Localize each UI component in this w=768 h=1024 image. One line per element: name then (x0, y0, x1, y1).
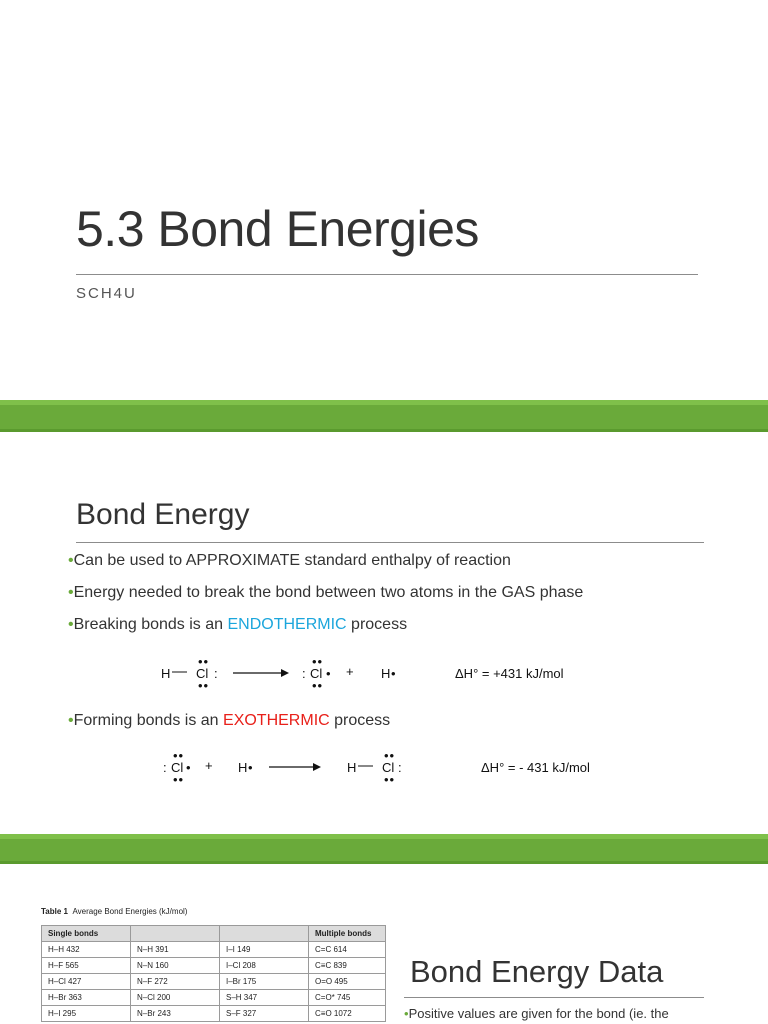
table-row: H–F 565 N–N 160 I–Cl 208 C≡C 839 (42, 958, 386, 974)
table-caption: Table 1 Average Bond Energies (kJ/mol) (41, 907, 188, 916)
table-header-row: Single bonds Multiple bonds (42, 926, 386, 942)
endothermic-keyword: ENDOTHERMIC (227, 616, 347, 633)
slide-separator (0, 834, 768, 864)
exothermic-keyword: EXOTHERMIC (223, 712, 330, 729)
reaction-arrow-icon (269, 762, 321, 772)
slide-title: 5.3 Bond Energies (76, 201, 479, 257)
bond-energy-slide (0, 432, 768, 834)
bond-energy-table (41, 925, 386, 1022)
bullet-icon: • (68, 552, 74, 569)
table-row: H–Br 363 N–Cl 200 S–H 347 C=O* 745 (42, 990, 386, 1006)
bullet-item: •Forming bonds is an EXOTHERMIC process (68, 712, 391, 729)
bullet-icon: • (68, 712, 74, 729)
enthalpy-value: ΔH° = +431 kJ/mol (455, 666, 564, 681)
slide-title: Bond Energy Data (410, 954, 664, 989)
bond-forming-equation: : Cl •• •• • + H • H — Cl •• •• : ΔH° = - 431 kJ/mol (163, 748, 590, 787)
slide-subtitle: SCH4U (76, 285, 137, 302)
bullet-item: •Can be used to APPROXIMATE standard enthalpy of reaction (68, 552, 511, 569)
bullet-item: •Breaking bonds is an ENDOTHERMIC process (68, 616, 408, 633)
bullet-icon: • (68, 584, 74, 601)
reaction-arrow-icon (233, 668, 289, 678)
title-divider (76, 542, 704, 543)
slide-separator (0, 400, 768, 432)
enthalpy-value: ΔH° = - 431 kJ/mol (481, 760, 590, 775)
bond-energy-data-slide (0, 864, 768, 1024)
bullet-item: •Energy needed to break the bond between two atoms in the GAS phase (68, 584, 584, 601)
title-divider (404, 997, 704, 998)
title-divider (76, 274, 698, 275)
bullet-icon: • (404, 1006, 409, 1021)
slide-title: Bond Energy (76, 498, 250, 531)
bullet-item: •Positive values are given for the bond (ie. the (404, 1006, 669, 1021)
table-row: H–Cl 427 N–F 272 I–Br 175 O=O 495 (42, 974, 386, 990)
table-row: H–H 432 N–H 391 I–I 149 C=C 614 (42, 942, 386, 958)
table-row: H–I 295 N–Br 243 S–F 327 C≡O 1072 (42, 1006, 386, 1022)
bullet-icon: • (68, 616, 74, 633)
bond-breaking-equation: H — Cl •• •• : : Cl •• •• • + H • ΔH° = +431 kJ/mol (161, 654, 564, 693)
title-slide (0, 0, 768, 400)
